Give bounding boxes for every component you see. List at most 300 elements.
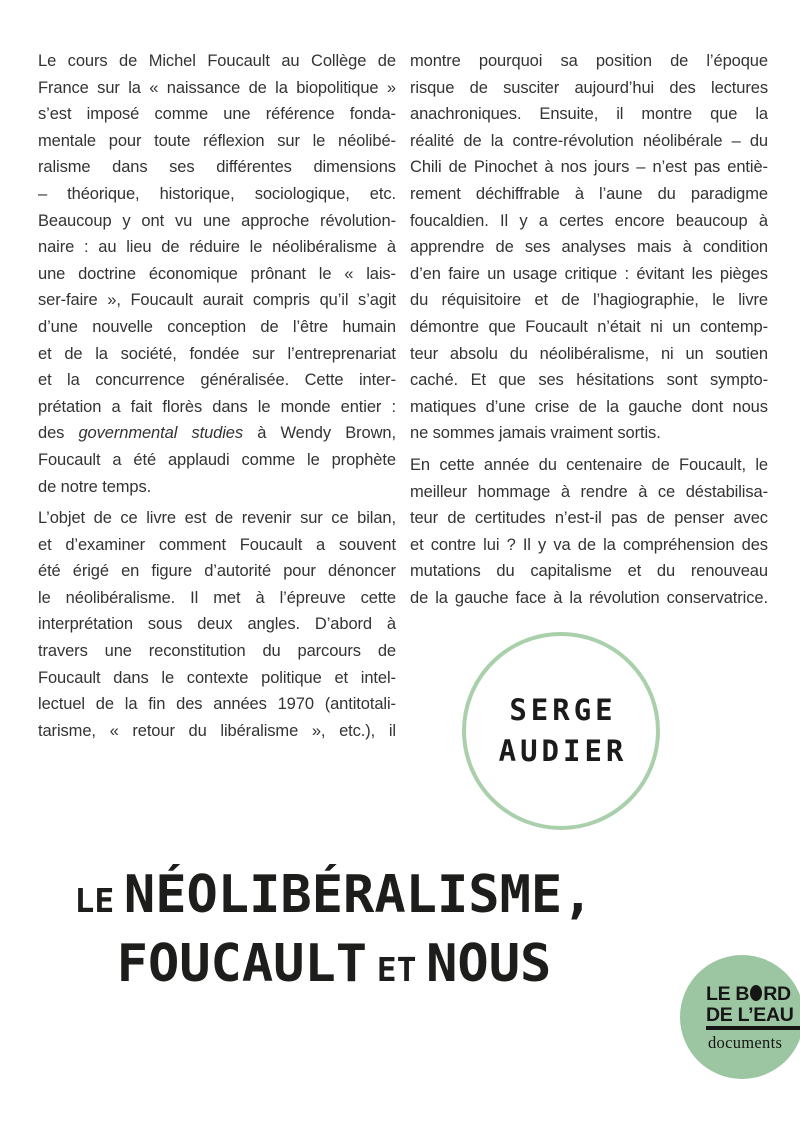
- blurb-word: a: [538, 211, 548, 230]
- publisher-name-line2: DE L’EAU: [706, 1004, 794, 1026]
- blurb-word: et: [38, 344, 52, 363]
- blurb-word: apprendre: [410, 238, 485, 257]
- blurb-line: [410, 261, 768, 288]
- blurb-word: l’hagiographie,: [592, 291, 699, 310]
- blurb-word: interprétation: [38, 615, 133, 634]
- blurb-word: révolution-: [320, 211, 396, 230]
- book-title: [18, 865, 650, 1007]
- blurb-line: [38, 341, 396, 368]
- blurb-word: ont: [141, 211, 165, 230]
- blurb-word: rement: [410, 184, 461, 203]
- blurb-word: de: [561, 291, 580, 310]
- blurb-line: [410, 505, 768, 532]
- blurb-word: Chili: [410, 158, 442, 177]
- blurb-word: pas: [611, 509, 638, 528]
- blurb-word: n’est: [652, 158, 687, 177]
- blurb-word: gauche: [628, 397, 682, 416]
- blurb-word: matiques: [410, 397, 477, 416]
- blurb-word: biopolitique: [296, 78, 379, 97]
- blurb-word: de: [95, 695, 114, 714]
- blurb-word: du: [188, 721, 207, 740]
- blurb-word: ses: [538, 371, 564, 390]
- blurb-word: un: [487, 264, 506, 283]
- blurb-word: comment: [158, 535, 226, 554]
- blurb-word: n’était: [597, 317, 641, 336]
- blurb-word: néolibéralisme,: [539, 344, 650, 363]
- blurb-word: de: [377, 52, 396, 70]
- blurb-word: une: [38, 264, 66, 283]
- blurb-word: y: [519, 211, 528, 230]
- blurb-word: monde: [280, 397, 331, 416]
- blurb-word: travers: [38, 642, 88, 661]
- blurb-word: bilan,: [357, 509, 396, 528]
- blurb-line: [38, 447, 396, 474]
- blurb-line: [410, 154, 768, 181]
- blurb-word: parcours: [297, 642, 361, 661]
- blurb-word: aurait: [202, 291, 244, 310]
- blurb-word: 1970: [277, 695, 314, 714]
- blurb-word: sympto-: [710, 371, 768, 390]
- blurb-word: beaucoup: [675, 211, 748, 230]
- blurb-word: la: [128, 78, 141, 97]
- publisher-rule: [706, 1026, 800, 1030]
- blurb-word: pour: [108, 131, 142, 150]
- blurb-word: ses: [169, 158, 195, 177]
- blurb-line: [410, 48, 768, 75]
- blurb-word: et: [534, 291, 549, 310]
- blurb-word: entier: [340, 397, 382, 416]
- blurb-word: à: [386, 615, 396, 634]
- blurb-word: Foucault: [130, 291, 193, 310]
- blurb-word: des: [669, 78, 696, 97]
- blurb-word: politique: [261, 668, 322, 687]
- blurb-word: doctrine: [78, 264, 136, 283]
- blurb-word: »,: [107, 291, 121, 310]
- blurb-word: d’examiner: [65, 535, 146, 554]
- blurb-line: [38, 532, 396, 559]
- blurb-word: qu’il: [319, 291, 349, 310]
- blurb-word: France: [38, 78, 89, 97]
- blurb-word: à: [386, 238, 396, 257]
- blurb-word: de: [469, 78, 488, 97]
- blurb-word: dimensions: [313, 158, 396, 177]
- blurb-word: retour: [132, 721, 175, 740]
- blurb-word: etc.: [369, 184, 396, 203]
- blurb-word: naire: [38, 238, 75, 257]
- blurb-word: fondée: [189, 344, 240, 363]
- publisher-name-line1: [706, 984, 794, 1005]
- blurb-line: [410, 181, 768, 208]
- blurb-word: des: [38, 424, 65, 443]
- blurb-line: [410, 128, 768, 155]
- blurb-line: [410, 367, 768, 394]
- filled-o-icon: [750, 985, 762, 1001]
- blurb-word: studies: [191, 424, 244, 443]
- blurb-word: (antitotali-: [324, 695, 396, 714]
- blurb-word: une: [104, 642, 132, 661]
- blurb-paragraph: [410, 48, 768, 447]
- blurb-word: déstabilisa-: [685, 482, 768, 501]
- blurb-word: humain: [342, 317, 396, 336]
- blurb-word: de: [377, 642, 396, 661]
- blurb-word: l’aune: [599, 184, 643, 203]
- blurb-word: mentale: [38, 131, 97, 150]
- blurb-line: [410, 394, 768, 421]
- blurb-word: du: [410, 291, 429, 310]
- blurb-word: ce: [331, 509, 349, 528]
- blurb-word: d’en: [410, 264, 441, 283]
- blurb-word: Il: [500, 211, 509, 230]
- blurb-word: dont: [691, 397, 724, 416]
- blurb-word: y: [122, 211, 131, 230]
- blurb-word: de: [260, 317, 279, 336]
- blurb-line: [38, 420, 396, 447]
- blurb-word: face: [515, 588, 547, 607]
- blurb-word: historique,: [159, 184, 235, 203]
- blurb-line: de notre temps.: [38, 477, 152, 496]
- blurb-word: années: [213, 695, 267, 714]
- blurb-word: néolibérale: [642, 131, 723, 150]
- blurb-line: [38, 154, 396, 181]
- blurb-word: va: [553, 535, 571, 554]
- blurb-word: cours: [67, 52, 108, 70]
- blurb-word: la: [275, 78, 288, 97]
- blurb-word: ser-faire: [38, 291, 98, 310]
- blurb-word: société,: [120, 344, 177, 363]
- blurb-word: Foucault: [207, 52, 270, 70]
- blurb-word: contexte: [186, 668, 249, 687]
- blurb-word: mais: [636, 238, 672, 257]
- blurb-word: pourquoi: [478, 52, 543, 70]
- blurb-word: reconstitution: [148, 642, 246, 661]
- blurb-word: contre: [430, 535, 476, 554]
- blurb-line: [38, 585, 396, 612]
- blurb-word: lais-: [366, 264, 396, 283]
- blurb-word: met: [213, 588, 241, 607]
- blurb-line: [410, 452, 768, 479]
- blurb-word: est: [184, 509, 207, 528]
- blurb-word: la: [95, 344, 108, 363]
- blurb-word: évitant: [636, 264, 685, 283]
- blurb-word: capitalisme: [530, 562, 612, 581]
- blurb-word: du: [496, 562, 515, 581]
- blurb-word: dans: [112, 158, 148, 177]
- blurb-word: année: [483, 455, 530, 474]
- blurb-word: «: [149, 78, 159, 97]
- blurb-word: le: [161, 668, 175, 687]
- blurb-word: a: [316, 535, 326, 554]
- blurb-line: [38, 181, 396, 208]
- blurb-word: à: [574, 184, 584, 203]
- publisher-name-line1-post: RD: [763, 983, 791, 1005]
- blurb-word: généralisée.: [200, 371, 290, 390]
- blurb-word: Le: [38, 52, 57, 70]
- blurb-word: s’est: [38, 105, 72, 124]
- blurb-word: Wendy: [280, 424, 332, 443]
- blurb-word: tarisme,: [38, 721, 96, 740]
- blurb-word: de: [670, 52, 689, 70]
- blurb-word: :: [624, 264, 629, 283]
- blurb-word: centenaire: [566, 455, 643, 474]
- blurb-word: de: [214, 509, 234, 528]
- blurb-word: compris: [252, 291, 310, 310]
- blurb-word: de: [578, 397, 597, 416]
- blurb-word: montre: [410, 52, 461, 70]
- blurb-word: de: [651, 455, 670, 474]
- blurb-line: [38, 665, 396, 692]
- blurb-word: que: [710, 105, 738, 124]
- blurb-word: le: [307, 450, 320, 469]
- blurb-word: –: [636, 158, 646, 177]
- blurb-word: à: [682, 238, 692, 257]
- blurb-line: [38, 611, 396, 638]
- blurb-word: cette: [439, 455, 475, 474]
- blurb-word: intel-: [360, 668, 396, 687]
- blurb-word: de: [447, 509, 466, 528]
- blurb-word: à: [544, 158, 554, 177]
- blurb-word: Beaucoup: [38, 211, 112, 230]
- blurb-word: entiè-: [727, 158, 768, 177]
- blurb-word: anachroniques.: [410, 105, 522, 124]
- blurb-word: contemp-: [699, 317, 768, 336]
- blurb-word: ni: [650, 317, 663, 336]
- blurb-line: [38, 208, 396, 235]
- blurb-word: la: [569, 588, 583, 607]
- blurb-word: «: [109, 721, 119, 740]
- blurb-word: la: [67, 371, 80, 390]
- blurb-word: dénoncer: [327, 562, 396, 581]
- blurb-word: le: [712, 291, 725, 310]
- blurb-line: [38, 48, 396, 75]
- blurb-word: :: [391, 397, 396, 416]
- blurb-word: sous: [147, 615, 183, 634]
- blurb-word: néolibé-: [338, 131, 396, 150]
- blurb-word: été: [38, 562, 61, 581]
- blurb-word: contre-révolution: [512, 131, 634, 150]
- blurb-line: [38, 718, 396, 745]
- title-word-le: LE: [74, 881, 115, 920]
- book-title-line-1: [18, 865, 650, 925]
- blurb-word: avec: [733, 509, 768, 528]
- blurb-word: L’objet: [38, 509, 86, 528]
- blurb-word: Foucault,: [679, 455, 746, 474]
- blurb-word: renouveau: [690, 562, 768, 581]
- blurb-word: foucaldien.: [410, 211, 489, 230]
- blurb-word: de: [495, 238, 514, 257]
- blurb-word: aujourd’hui: [574, 78, 655, 97]
- blurb-word: –: [731, 131, 741, 150]
- blurb-word: théorique,: [67, 184, 140, 203]
- blurb-word: comme: [154, 105, 209, 124]
- blurb-word: governmental: [78, 424, 178, 443]
- blurb-word: usage: [512, 264, 558, 283]
- blurb-word: etc.),: [339, 721, 376, 740]
- blurb-word: pour: [283, 562, 316, 581]
- blurb-line: [410, 314, 768, 341]
- blurb-word: nous: [732, 397, 768, 416]
- blurb-word: au: [98, 238, 117, 257]
- blurb-word: d’autorité: [204, 562, 272, 581]
- blurb-line: ne sommes jamais vraiment sortis.: [410, 424, 661, 443]
- blurb-word: pièges: [719, 264, 768, 283]
- blurb-word: fait: [130, 397, 153, 416]
- blurb-word: fin: [148, 695, 166, 714]
- blurb-word: florès: [162, 397, 203, 416]
- blurb-word: de: [248, 78, 267, 97]
- blurb-word: à: [257, 424, 267, 443]
- blurb-word: livre: [146, 509, 176, 528]
- blurb-line: [410, 234, 768, 261]
- blurb-word: mutations: [410, 562, 481, 581]
- publisher-name: [706, 984, 794, 1026]
- blurb-word: et: [334, 668, 349, 687]
- blurb-word: du: [656, 562, 676, 581]
- blurb-word: ni: [660, 344, 674, 363]
- blurb-line: [410, 585, 768, 612]
- blurb-word: prétation: [38, 397, 102, 416]
- blurb-word: érigé: [72, 562, 109, 581]
- blurb-word: différentes: [216, 158, 292, 177]
- blurb-word: sociologique,: [254, 184, 350, 203]
- blurb-word: en: [121, 562, 140, 581]
- blurb-word: sur: [97, 78, 120, 97]
- blurb-word: l’entreprenariat: [287, 344, 396, 363]
- book-title-line-2: [18, 934, 650, 994]
- blurb-word: des: [741, 535, 768, 554]
- blurb-word: Il: [190, 588, 199, 607]
- blurb-word: réalité: [410, 131, 455, 150]
- blurb-word: à: [638, 482, 648, 501]
- blurb-word: lectures: [711, 78, 768, 97]
- blurb-word: le: [249, 238, 263, 257]
- blurb-word: a: [112, 450, 122, 469]
- blurb-word: pas: [693, 158, 721, 177]
- blurb-line: [38, 234, 396, 261]
- blurb-word: ?: [506, 535, 516, 554]
- blurb-word: caché.: [410, 371, 459, 390]
- blurb-word: comme: [241, 450, 296, 469]
- blurb-word: teur: [410, 344, 439, 363]
- blurb-word: meilleur: [410, 482, 467, 501]
- blurb-word: la: [755, 105, 768, 124]
- blurb-word: d’une: [38, 317, 78, 336]
- blurb-paragraph: [38, 48, 396, 500]
- blurb-word: faire: [448, 264, 480, 283]
- blurb-word: critique: [564, 264, 618, 283]
- blurb-word: conception: [167, 317, 247, 336]
- blurb-paragraph: [410, 452, 768, 612]
- blurb-word: applaudi: [167, 450, 230, 469]
- blurb-word: ce: [120, 509, 138, 528]
- blurb-word: été: [133, 450, 157, 469]
- blurb-column-right: [410, 48, 768, 616]
- title-word-nous: NOUS: [426, 934, 552, 994]
- blurb-word: figure: [151, 562, 193, 581]
- blurb-word: de: [161, 238, 180, 257]
- blurb-word: nos: [560, 158, 587, 177]
- blurb-line: [410, 208, 768, 235]
- blurb-word: au: [281, 52, 300, 70]
- blurb-line: [38, 101, 396, 128]
- blurb-word: lieu: [126, 238, 152, 257]
- publisher-name-line1-pre: LE B: [706, 983, 750, 1005]
- blurb-word: à: [758, 211, 768, 230]
- blurb-word: il: [616, 105, 624, 124]
- blurb-word: Et: [470, 371, 486, 390]
- blurb-word: sur: [300, 509, 323, 528]
- blurb-line: [38, 638, 396, 665]
- blurb-word: «: [344, 264, 354, 283]
- blurb-line: [410, 75, 768, 102]
- blurb-word: condition: [702, 238, 768, 257]
- blurb-word: néolibéralisme.: [65, 588, 176, 607]
- title-word-neoliberalisme: NÉOLIBÉRALISME,: [123, 865, 594, 925]
- blurb-word: analyses: [561, 238, 626, 257]
- blurb-word: livre: [738, 291, 768, 310]
- blurb-word: »,: [311, 721, 326, 740]
- blurb-word: de: [119, 52, 138, 70]
- blurb-word: rendre: [580, 482, 628, 501]
- blurb-word: déchiffrable: [475, 184, 560, 203]
- blurb-word: risque: [410, 78, 455, 97]
- blurb-column-left: [38, 48, 396, 749]
- blurb-word: cette: [360, 588, 396, 607]
- blurb-word: deux: [197, 615, 233, 634]
- blurb-word: Foucault: [239, 535, 303, 554]
- blurb-word: fonda-: [349, 105, 396, 124]
- blurb-word: dans: [113, 668, 149, 687]
- blurb-word: des: [176, 695, 203, 714]
- blurb-word: hésitations: [576, 371, 655, 390]
- blurb-line: [38, 128, 396, 155]
- blurb-word: montre: [641, 105, 693, 124]
- blurb-line: [38, 261, 396, 288]
- blurb-line: [38, 287, 396, 314]
- blurb-word: En: [410, 455, 430, 474]
- blurb-word: et: [38, 535, 52, 554]
- blurb-word: souvent: [338, 535, 396, 554]
- blurb-word: de: [64, 344, 83, 363]
- blurb-word: du: [657, 184, 676, 203]
- blurb-word: Cette: [304, 371, 344, 390]
- blurb-word: une: [203, 211, 231, 230]
- blurb-word: les: [691, 264, 713, 283]
- blurb-word: dans: [212, 397, 248, 416]
- blurb-word: susciter: [503, 78, 560, 97]
- blurb-word: le: [257, 397, 271, 416]
- blurb-word: lui: [483, 535, 500, 554]
- blurb-word: s’agit: [358, 291, 396, 310]
- blurb-word: sur: [252, 344, 275, 363]
- blurb-word: du: [749, 131, 768, 150]
- blurb-word: Michel: [148, 52, 196, 70]
- blurb-word: la: [124, 695, 138, 714]
- blurb-word: hommage: [477, 482, 551, 501]
- blurb-word: référence: [265, 105, 335, 124]
- blurb-word: libéralisme: [220, 721, 299, 740]
- blurb-word: la: [490, 131, 504, 150]
- blurb-word: le: [38, 588, 51, 607]
- blurb-word: lectuel: [38, 695, 85, 714]
- blurb-word: prophète: [331, 450, 396, 469]
- blurb-line: [410, 101, 768, 128]
- blurb-word: concurrence: [95, 371, 185, 390]
- blurb-word: du: [262, 642, 281, 661]
- blurb-word: que: [488, 317, 516, 336]
- blurb-word: que: [498, 371, 526, 390]
- blurb-word: une: [223, 105, 251, 124]
- blurb-line: [410, 341, 768, 368]
